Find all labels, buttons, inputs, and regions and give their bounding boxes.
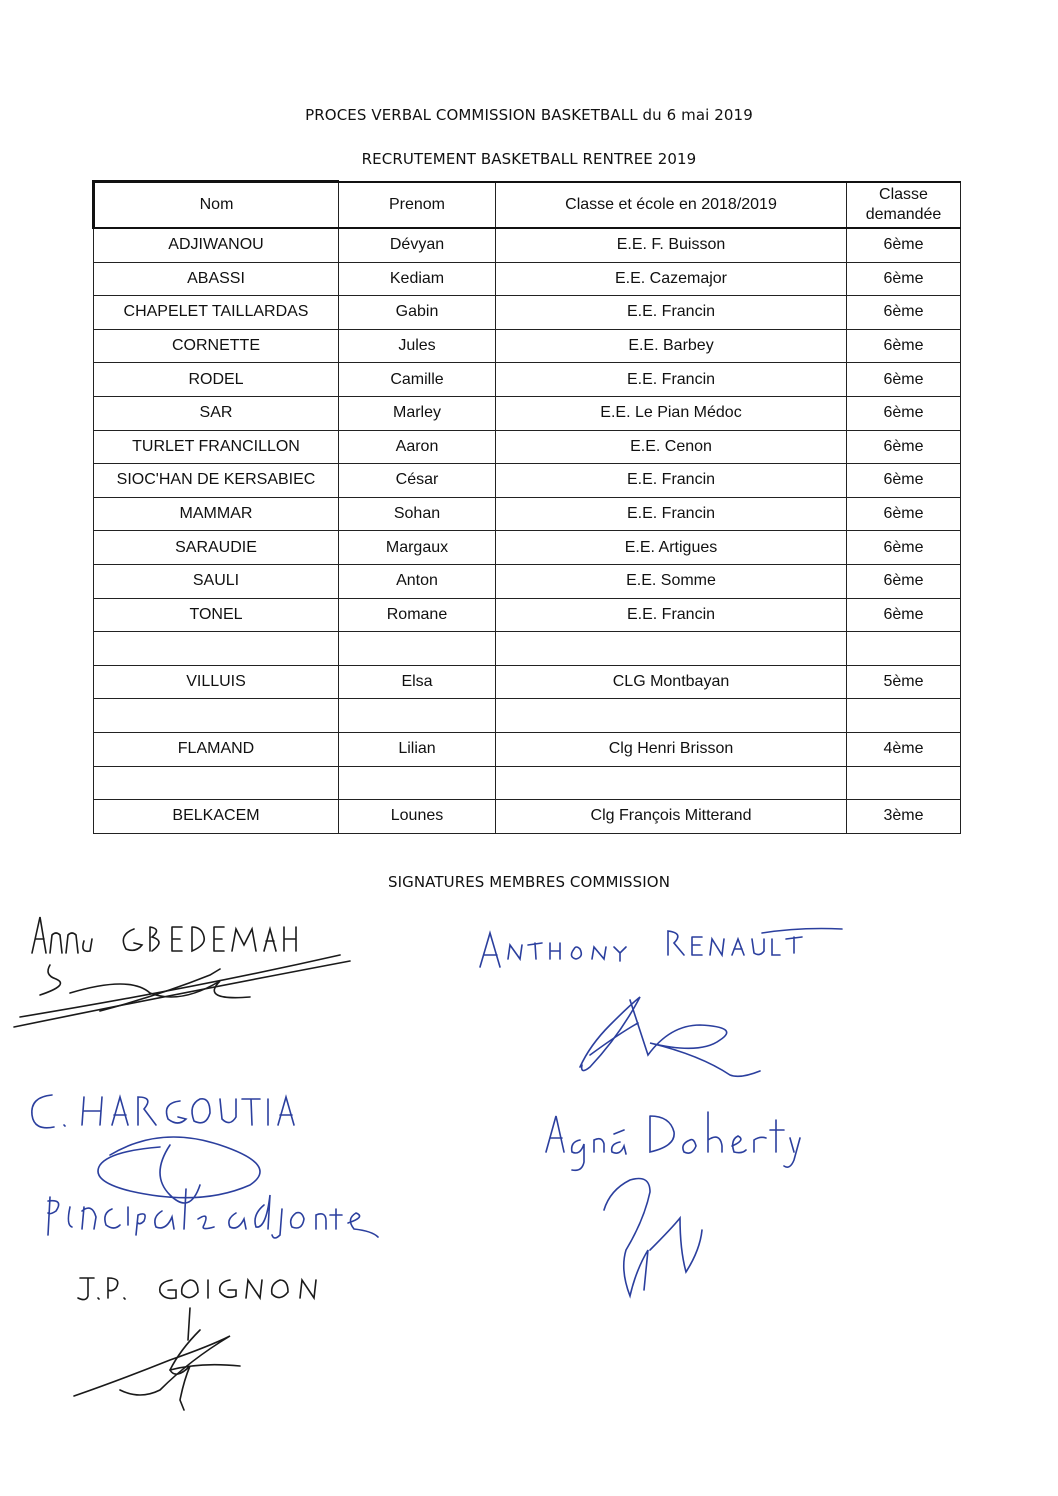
header-prenom: Prenom: [339, 182, 496, 229]
signature-anna-gbedemah: [10, 905, 360, 1035]
cell-prenom: Camille: [339, 363, 496, 397]
cell-classe-ecole: E.E. Cazemajor: [496, 262, 847, 296]
cell-classe-demandee: 6ème: [847, 296, 961, 330]
cell-nom: ADJIWANOU: [94, 228, 339, 262]
cell-nom: FLAMAND: [94, 732, 339, 766]
cell-classe-demandee: 6ème: [847, 531, 961, 565]
table-row: [94, 732, 961, 766]
cell-classe-ecole: E.E. F. Buisson: [496, 228, 847, 262]
cell-classe-demandee: 6ème: [847, 228, 961, 262]
table-row: [94, 598, 961, 632]
cell-classe-ecole: E.E. Somme: [496, 564, 847, 598]
signature-c-hargoutia: [20, 1085, 390, 1255]
header-classe-demandee: [847, 182, 961, 229]
table-row: [94, 564, 961, 598]
cell-classe-demandee: [847, 699, 961, 733]
cell-classe-ecole: E.E. Francin: [496, 464, 847, 498]
cell-prenom: Dévyan: [339, 228, 496, 262]
table-row: [94, 228, 961, 262]
table-row: [94, 699, 961, 733]
cell-nom: SIOC'HAN DE KERSABIEC: [94, 464, 339, 498]
cell-classe-ecole: E.E. Francin: [496, 497, 847, 531]
cell-nom: RODEL: [94, 363, 339, 397]
header-classe-ecole: Classe et école en 2018/2019: [496, 182, 847, 229]
cell-prenom: Lounes: [339, 800, 496, 834]
cell-nom: SAR: [94, 396, 339, 430]
cell-classe-demandee: 6ème: [847, 464, 961, 498]
cell-classe-ecole: E.E. Barbey: [496, 329, 847, 363]
cell-classe-demandee: [847, 632, 961, 666]
table-row: [94, 531, 961, 565]
cell-classe-ecole: E.E. Artigues: [496, 531, 847, 565]
cell-classe-ecole: Clg Henri Brisson: [496, 732, 847, 766]
table-row: [94, 430, 961, 464]
table-row: [94, 497, 961, 531]
cell-prenom: Aaron: [339, 430, 496, 464]
cell-prenom: Gabin: [339, 296, 496, 330]
cell-nom: VILLUIS: [94, 665, 339, 699]
table-row: [94, 396, 961, 430]
cell-classe-ecole: [496, 699, 847, 733]
cell-prenom: [339, 699, 496, 733]
cell-nom: CHAPELET TAILLARDAS: [94, 296, 339, 330]
recruitment-table: [92, 180, 961, 834]
cell-classe-demandee: 3ème: [847, 800, 961, 834]
cell-prenom: Kediam: [339, 262, 496, 296]
cell-classe-ecole: CLG Montbayan: [496, 665, 847, 699]
cell-classe-ecole: E.E. Francin: [496, 363, 847, 397]
table-row: [94, 665, 961, 699]
cell-classe-demandee: 6ème: [847, 430, 961, 464]
cell-prenom: Lilian: [339, 732, 496, 766]
cell-classe-ecole: [496, 632, 847, 666]
cell-classe-ecole: E.E. Cenon: [496, 430, 847, 464]
signature-jp-goignon: [60, 1270, 340, 1430]
cell-classe-demandee: 6ème: [847, 363, 961, 397]
cell-nom: TURLET FRANCILLON: [94, 430, 339, 464]
document-title: PROCES VERBAL COMMISSION BASKETBALL du 6 mai 2019: [305, 106, 753, 124]
cell-classe-ecole: E.E. Francin: [496, 598, 847, 632]
cell-prenom: Margaux: [339, 531, 496, 565]
cell-nom: ABASSI: [94, 262, 339, 296]
table-header-row: [94, 182, 961, 229]
cell-nom: SARAUDIE: [94, 531, 339, 565]
cell-prenom: Sohan: [339, 497, 496, 531]
cell-classe-demandee: [847, 766, 961, 800]
cell-nom: BELKACEM: [94, 800, 339, 834]
cell-prenom: Marley: [339, 396, 496, 430]
cell-classe-demandee: 6ème: [847, 497, 961, 531]
cell-classe-demandee: 6ème: [847, 598, 961, 632]
cell-classe-demandee: 6ème: [847, 262, 961, 296]
table-row: [94, 262, 961, 296]
signatures-heading: SIGNATURES MEMBRES COMMISSION: [387, 873, 671, 891]
cell-nom: MAMMAR: [94, 497, 339, 531]
cell-prenom: César: [339, 464, 496, 498]
table-row: [94, 296, 961, 330]
cell-nom: [94, 699, 339, 733]
table-row: [94, 800, 961, 834]
cell-classe-ecole: Clg François Mitterand: [496, 800, 847, 834]
document-subtitle: RECRUTEMENT BASKETBALL RENTREE 2019: [361, 150, 697, 168]
table-row: [94, 363, 961, 397]
table-row: [94, 632, 961, 666]
cell-nom: [94, 766, 339, 800]
table-row: [94, 329, 961, 363]
header-nom: Nom: [94, 182, 339, 229]
cell-prenom: Romane: [339, 598, 496, 632]
cell-classe-ecole: E.E. Francin: [496, 296, 847, 330]
cell-prenom: Jules: [339, 329, 496, 363]
cell-classe-demandee: 4ème: [847, 732, 961, 766]
cell-classe-ecole: E.E. Le Pian Médoc: [496, 396, 847, 430]
cell-prenom: Anton: [339, 564, 496, 598]
cell-classe-ecole: [496, 766, 847, 800]
cell-prenom: Elsa: [339, 665, 496, 699]
cell-classe-demandee: 5ème: [847, 665, 961, 699]
signature-anthony-renault: [470, 915, 850, 1085]
cell-classe-demandee: 6ème: [847, 329, 961, 363]
cell-prenom: [339, 632, 496, 666]
table-row: [94, 464, 961, 498]
table-row: [94, 766, 961, 800]
cell-nom: CORNETTE: [94, 329, 339, 363]
cell-nom: TONEL: [94, 598, 339, 632]
signature-agnes-doherty: [540, 1100, 820, 1300]
cell-classe-demandee: 6ème: [847, 396, 961, 430]
cell-classe-demandee: 6ème: [847, 564, 961, 598]
cell-nom: [94, 632, 339, 666]
cell-nom: SAULI: [94, 564, 339, 598]
cell-prenom: [339, 766, 496, 800]
header-classe-demandee-text: Classe demandée: [865, 185, 942, 223]
